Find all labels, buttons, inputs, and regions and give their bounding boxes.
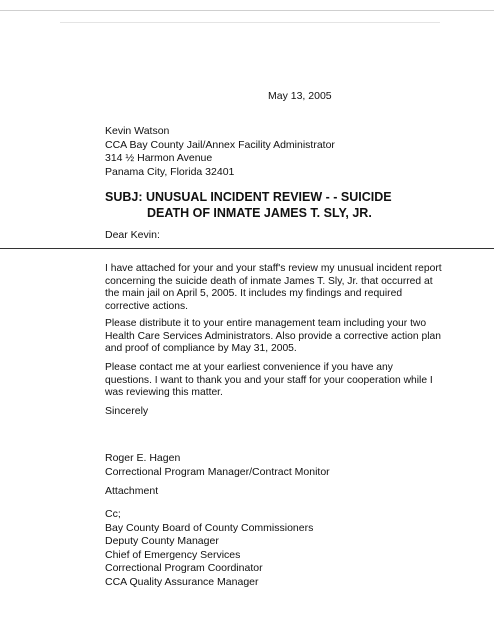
paragraph-3-line: was reviewing this matter. <box>105 387 223 399</box>
letter-date: May 13, 2005 <box>268 90 332 102</box>
horizontal-rule <box>0 248 494 249</box>
paragraph-2-line: and proof of compliance by May 31, 2005. <box>105 343 297 355</box>
salutation: Dear Kevin: <box>105 229 160 241</box>
recipient-title: CCA Bay County Jail/Annex Facility Administrator <box>105 138 335 151</box>
recipient-name: Kevin Watson <box>105 125 170 137</box>
paragraph-1-line: corrective actions. <box>105 300 188 312</box>
recipient-city: Panama City, Florida 32401 <box>105 165 235 178</box>
paragraph-3 <box>105 362 433 400</box>
subject-line-2: DEATH OF INMATE JAMES T. SLY, JR. <box>147 206 372 220</box>
closing: Sincerely <box>105 405 149 417</box>
recipient-street: 314 ½ Harmon Avenue <box>105 152 213 164</box>
cc-label: Cc; <box>105 508 121 520</box>
paragraph-3-line: questions. I want to thank you and your staff for your cooperation while I <box>105 374 433 386</box>
attachment-note: Attachment <box>105 485 159 497</box>
paragraph-2-line: Please distribute it to your entire management team including your two <box>105 318 427 329</box>
signer-name: Roger E. Hagen <box>105 452 181 464</box>
subject-line-1: SUBJ: UNUSUAL INCIDENT REVIEW - - SUICIDE <box>105 190 392 204</box>
paragraph-1-line: concerning the suicide death of inmate James T. Sly, Jr. that occurred at <box>105 275 433 287</box>
cc-recipient: Chief of Emergency Services <box>105 548 241 561</box>
cc-recipient: Correctional Program Coordinator <box>105 562 263 574</box>
paragraph-1-line: I have attached for your and your staff's review my unusual incident report <box>105 263 442 274</box>
scan-artifact-top-2 <box>60 22 440 23</box>
paragraph-2-line: Health Care Services Administrators. Also provide a corrective action plan <box>105 330 441 342</box>
paragraph-2 <box>105 318 441 356</box>
paragraph-1 <box>105 263 442 313</box>
cc-recipient: CCA Quality Assurance Manager <box>105 575 259 588</box>
signer-title: Correctional Program Manager/Contract Monitor <box>105 465 330 478</box>
recipient-address <box>105 125 335 179</box>
cc-recipient: Deputy County Manager <box>105 535 219 547</box>
subject-heading <box>105 189 392 221</box>
cc-list <box>105 508 313 589</box>
scan-artifact-top <box>0 10 494 11</box>
signature-block <box>105 452 330 479</box>
paragraph-1-line: the main jail on April 5, 2005. It includes my findings and required <box>105 288 403 300</box>
cc-recipient: Bay County Board of County Commissioners <box>105 521 314 534</box>
paragraph-3-line: Please contact me at your earliest convenience if you have any <box>105 362 393 373</box>
